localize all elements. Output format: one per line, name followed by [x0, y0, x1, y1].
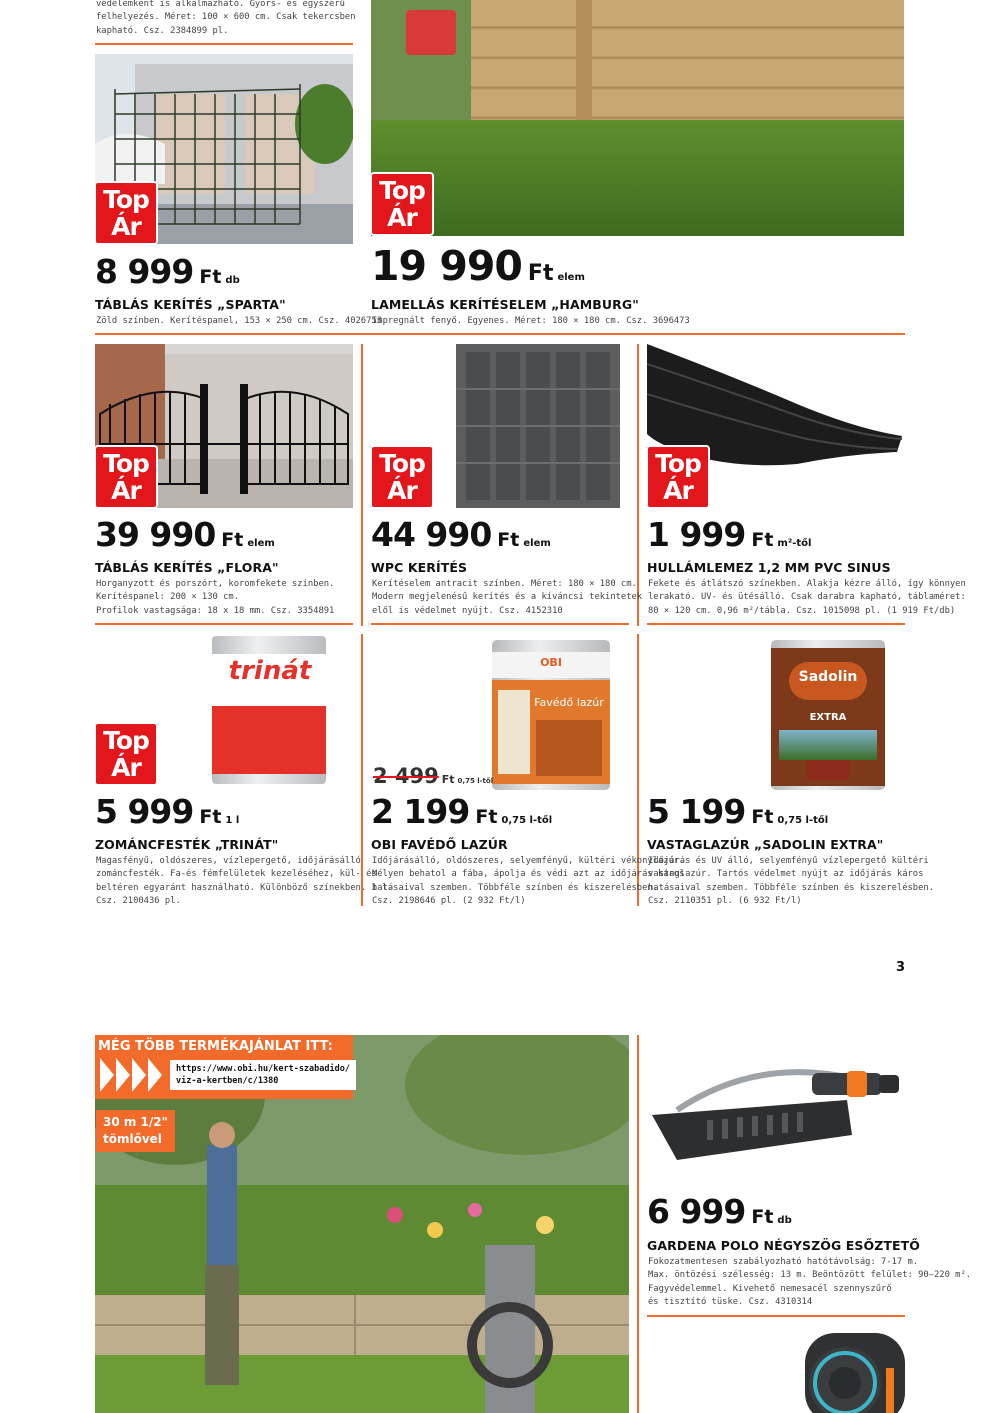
flora-title: TÁBLÁS KERÍTÉS „FLORA": [95, 560, 279, 575]
wpc-price: 44 990 Ft elem: [371, 515, 551, 554]
top-price-badge: Top Ár: [96, 183, 156, 243]
divider: [647, 623, 905, 625]
hose-length-badge: 30 m 1/2" tömlővel: [96, 1110, 175, 1152]
top-price-badge: Top Ár: [648, 447, 708, 507]
sparta-price: 8 999 Ft db: [95, 252, 240, 291]
favedo-old-price: 2 499 Ft 0,75 l-től: [373, 764, 494, 788]
divider: [95, 333, 905, 335]
chevron-right-icon: [100, 1058, 114, 1092]
wpc-description: Kerítéselem antracit színben. Méret: 180 × 180 cm. Modern megjelenésű kerítés és a kíváncsi tekintetek elől is védelmet nyújt. Csz. 4152310: [372, 579, 643, 616]
sinus-price: 1 999 Ft m²-től: [647, 515, 812, 554]
gardena-sprinkler-image: [647, 1055, 905, 1165]
sadolin-can-label: EXTRA: [809, 712, 847, 723]
top-price-badge: Top Ár: [96, 447, 156, 507]
sinus-description: Fekete és átlátszó színekben. Alakja kézre álló, így könnyen lerakató. UV- és ütésálló. Csak darabra kapható, táblaméret: 80 × 120 cm. 0,96 m²/tábla. Csz. 1015098 pl. (1 919 Ft/db): [648, 579, 966, 616]
hamburg-price: 19 990 Ft elem: [371, 242, 585, 290]
wpc-product-image: [456, 344, 620, 508]
sadolin-description: Időjárás és UV álló, selyemfényű vízlepergető kültéri vastaglazúr. Tartós védelmet nyújt az időjárás káros hatásaival szemben. Többféle színben és kiszerelésben. Csz. 2110351 pl. (6 932 Ft/l): [648, 856, 934, 907]
trinat-can-brand: trinát: [228, 656, 312, 686]
divider: [371, 623, 629, 625]
promo-url-link[interactable]: https://www.obi.hu/kert-szabadido/ viz-a-kertben/c/1380: [170, 1060, 356, 1090]
favedo-title: OBI FAVÉDŐ LAZÚR: [371, 837, 508, 852]
chevron-right-icon: [148, 1058, 162, 1092]
favedo-product-image: [492, 640, 610, 790]
gardena-description: Fokozatmentesen szabályozható hatótávolság: 7-17 m. Max. öntözési szélesség: 13 m. Beöntözött felület: 90–220 m². Fagyvédelemmel. Kivehető nemesacél szennyszűrő és tisztító tüske. Csz. 4310314: [648, 1257, 972, 1308]
sadolin-title: VASTAGLAZÚR „SADOLIN EXTRA": [647, 837, 884, 852]
divider: [647, 1315, 905, 1317]
top-price-badge: Top Ár: [372, 447, 432, 507]
flora-description: Horganyzott és porszórt, koromfekete színben. Kerítéspanel: 200 × 130 cm. Profilok vastagsága: 18 x 18 mm. Csz. 3354891: [96, 579, 335, 616]
hose-reel-image: [800, 1328, 905, 1413]
wpc-title: WPC KERÍTÉS: [371, 560, 468, 575]
gardena-title: GARDENA POLO NÉGYSZÖG ESŐZTETŐ: [647, 1238, 921, 1253]
top-fragment-description: védelemként is alkalmazható. Gyors- és egyszerű felhelyezés. Méret: 100 × 600 cm. Csak tekercsben kapható. Csz. 2384899 pl.: [96, 0, 356, 36]
hamburg-product-image: [371, 0, 904, 236]
page-number: 3: [896, 960, 906, 975]
favedo-description: Időjárásálló, oldószeres, selyemfényű, kültéri vékonylazúr. Mélyen behatol a fába, ápolja és védi azt az időjárás káros hatásaival szemben. Többféle színben és kiszerelésben. Csz. 2198646 pl. (2 932 Ft/l): [372, 856, 685, 907]
chevron-right-icon: [132, 1058, 146, 1092]
divider: [95, 43, 353, 45]
trinat-product-image: [210, 636, 328, 784]
sadolin-product-image: [771, 640, 885, 790]
top-price-badge: Top Ár: [96, 724, 156, 784]
favedo-can-label: Favédő lazúr: [534, 696, 604, 709]
chevron-right-icon: [116, 1058, 130, 1092]
divider: [637, 1035, 639, 1413]
sinus-title: HULLÁMLEMEZ 1,2 MM PVC SINUS: [647, 560, 891, 575]
sadolin-price: 5 199 Ft 0,75 l-től: [647, 792, 829, 831]
divider: [95, 623, 353, 625]
trinat-price: 5 999 Ft 1 l: [95, 792, 240, 831]
favedo-price: 2 199 Ft 0,75 l-től: [371, 792, 553, 831]
trinat-title: ZOMÁNCFESTÉK „TRINÁT": [95, 837, 279, 852]
sparta-description: Zöld színben. Kerítéspanel, 153 × 250 cm. Csz. 4026753: [96, 316, 382, 326]
divider: [361, 344, 363, 626]
promo-title: MÉG TÖBB TERMÉKAJÁNLAT ITT:: [98, 1039, 333, 1054]
sparta-title: TÁBLÁS KERÍTÉS „SPARTA": [95, 297, 286, 312]
hamburg-description: Impregnált fenyő. Egyenes. Méret: 180 × 180 cm. Csz. 3696473: [372, 316, 690, 326]
favedo-can-brand: OBI: [540, 656, 562, 669]
top-price-badge: Top Ár: [372, 174, 432, 234]
hamburg-title: LAMELLÁS KERÍTÉSELEM „HAMBURG": [371, 297, 639, 312]
flora-price: 39 990 Ft elem: [95, 515, 275, 554]
trinat-description: Magasfényű, oldószeres, vízlepergető, időjárásálló zománcfesték. Fa-és fémfelületek kezeléséhez, kül- és beltéren egyaránt használható. Különböző színekben. 1 l. Csz. 2100436 pl.: [96, 856, 393, 907]
gardena-price: 6 999 Ft db: [647, 1192, 792, 1231]
sadolin-can-brand: Sadolin: [798, 669, 858, 685]
